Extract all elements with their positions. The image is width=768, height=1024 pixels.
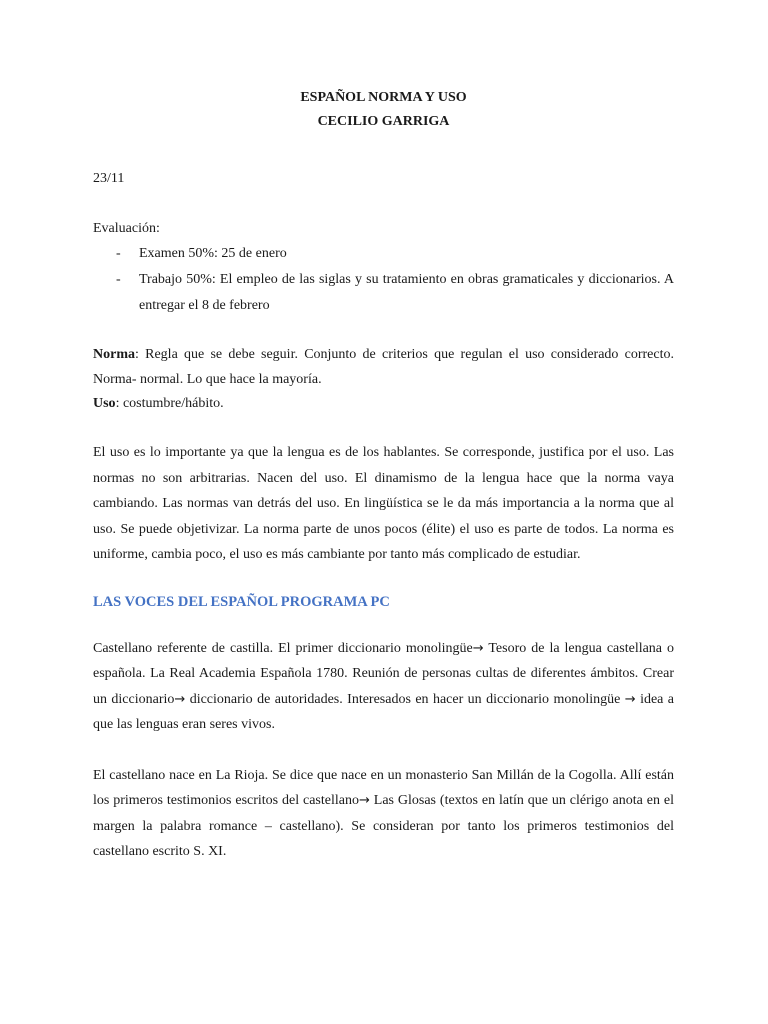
norma-definition xyxy=(93,343,674,392)
paragraph2-text-4: idea a que las lenguas eran seres vivos. xyxy=(93,691,675,732)
title-line-1: ESPAÑOL NORMA Y USO xyxy=(300,90,467,105)
list-dash: - xyxy=(116,246,121,261)
document-title xyxy=(93,86,674,134)
uso-definition xyxy=(93,392,674,416)
evaluation-list xyxy=(93,241,674,319)
arrow-right-icon: → xyxy=(472,640,484,656)
section-heading: LAS VOCES DEL ESPAÑOL PROGRAMA PC xyxy=(93,593,390,610)
evaluation-heading: Evaluación: xyxy=(93,221,160,236)
paragraph-norma-uso: El uso es lo importante ya que la lengua es de los hablantes. Se corresponde, justifica por el uso. Las normas no son arbitrarias. Nacen del uso. El dinamismo de la lengua hace que la norma vaya cambiando. Las normas van detrás del uso. En lingüística se le da más importancia a la norma que al uso. Se puede objetivizar. La norma parte de unos pocos (élite) el uso es parte de todos. La norma es uniforme, cambia poco, el uso es más cambiante por tanto más complicado de estudiar. xyxy=(93,445,674,562)
list-item-text: Examen 50%: 25 de enero xyxy=(139,246,287,261)
paragraph2-text-3: diccionario de autoridades. Interesados en hacer un diccionario monolingüe xyxy=(185,691,625,707)
list-item xyxy=(93,241,674,267)
paragraph-la-rioja xyxy=(93,763,674,865)
paragraph3-text-2: Las Glosas (textos en latín que un clérigo anota en el margen la palabra romance – castellano). Se consideran por tanto los primeros testimonios del castellano escrito S. XI. xyxy=(93,793,674,859)
norma-term: Norma xyxy=(93,347,135,362)
date-line: 23/11 xyxy=(93,171,125,186)
uso-text: : costumbre/hábito. xyxy=(115,396,224,411)
list-item xyxy=(93,267,674,319)
paragraph3-text-1: El castellano nace en La Rioja. Se dice que nace en un monasterio San Millán de la Cogolla. Allí están los primeros testimonios escritos del castellano xyxy=(93,767,674,808)
list-item-text: Trabajo 50%: El empleo de las siglas y su tratamiento en obras gramaticales y diccionarios. A entregar el 8 de febrero xyxy=(139,272,674,313)
arrow-right-icon: → xyxy=(174,691,186,707)
arrow-right-icon: → xyxy=(624,691,636,707)
list-dash: - xyxy=(116,272,121,287)
title-line-2: CECILIO GARRIGA xyxy=(317,114,450,129)
paragraph2-text-1: Castellano referente de castilla. El primer diccionario monolingüe xyxy=(93,640,473,656)
paragraph2-text-2: Tesoro de la lengua castellana o española. La Real Academia Española 1780. Reunión de personas cultas de diferentes ámbitos. Crear un diccionario xyxy=(93,640,675,707)
norma-text: : Regla que se debe seguir. Conjunto de criterios que regulan el uso considerado correcto. Norma- normal. Lo que hace la mayoría. xyxy=(93,347,674,387)
arrow-right-icon: → xyxy=(358,793,370,808)
paragraph-castellano xyxy=(93,636,674,738)
uso-term: Uso xyxy=(93,396,116,411)
document-content xyxy=(93,86,674,865)
